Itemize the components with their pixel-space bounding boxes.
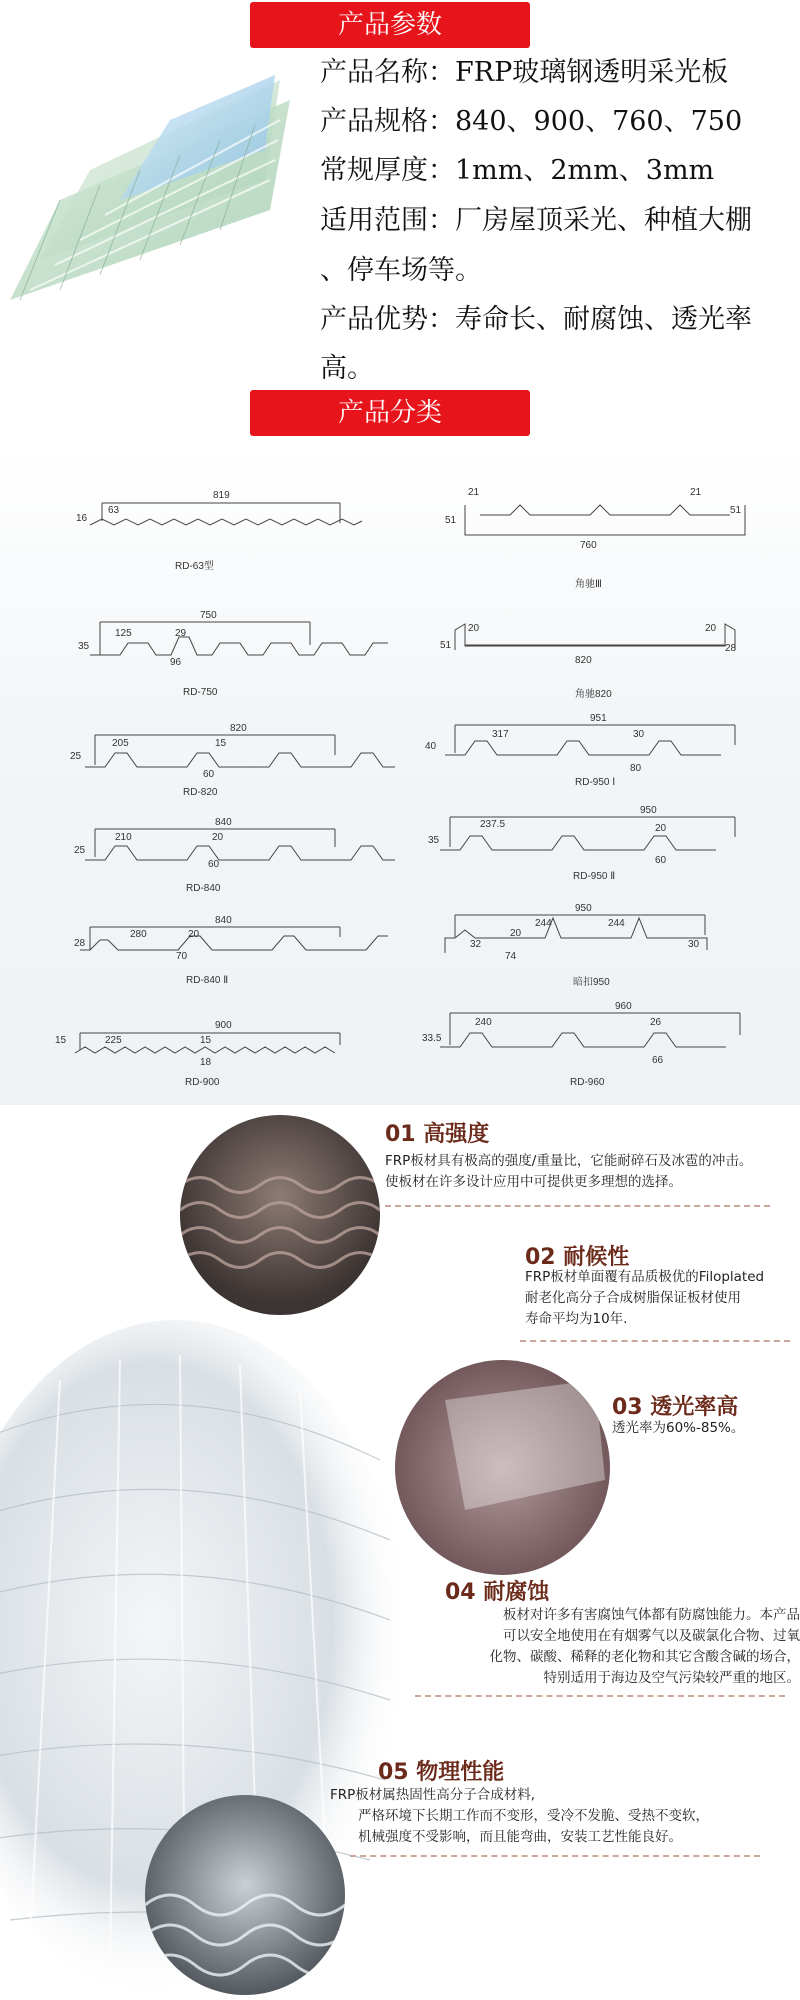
dim-label: 28: [74, 938, 86, 949]
dim-label: 20: [468, 623, 480, 634]
dim-label: 60: [208, 859, 220, 870]
feature-text: 透光率为60%-85%。: [612, 1420, 745, 1436]
divider: [520, 1340, 790, 1342]
dim-label: 30: [688, 939, 700, 950]
category-banner: 产品分类: [250, 390, 530, 436]
dim-label: 20: [212, 832, 224, 843]
feature-text: FRP板材属热固性高分子合成材料, 严格环境下长期工作而不变形，受冷不发脆、受热不变软， 机械强度不受影响，而且能弯曲，安装工艺性能良好。: [330, 1787, 709, 1845]
dim-label: 20: [188, 929, 200, 940]
dim-label: 20: [705, 623, 717, 634]
dim-label: 244: [535, 918, 552, 929]
divider: [350, 1855, 760, 1857]
spec-advantage-cont: 高。: [320, 353, 374, 384]
profile-name: RD-63型: [175, 561, 214, 572]
dim-label: 21: [468, 487, 480, 498]
dim-label: 840: [215, 915, 232, 926]
dim-label: 840: [215, 817, 232, 828]
dim-label: 26: [650, 1017, 662, 1028]
dim-label: 20: [655, 823, 667, 834]
dim-label: 74: [505, 951, 517, 962]
spec-advantage: 产品优势：寿命长、耐腐蚀、透光率: [320, 304, 752, 335]
dim-label: 51: [440, 640, 452, 651]
physical-image: [145, 1795, 345, 1995]
dim-label: 244: [608, 918, 625, 929]
feature-text: FRP板材单面覆有品质极优的Filoplated 耐老化高分子合成树脂保证板材使用 寿命平均为10年.: [525, 1269, 765, 1327]
dim-label: 25: [74, 845, 86, 856]
dim-label: 960: [615, 1001, 632, 1012]
dim-label: 819: [213, 490, 230, 501]
profile-name: 暗扣950: [573, 977, 610, 988]
dim-label: 750: [200, 610, 217, 621]
dim-label: 240: [475, 1017, 492, 1028]
dim-label: 225: [105, 1035, 122, 1046]
profile-name: 角驰820: [575, 689, 612, 700]
dim-label: 15: [55, 1035, 67, 1046]
dim-label: 760: [580, 540, 597, 551]
dim-label: 35: [78, 641, 90, 652]
dim-label: 66: [652, 1055, 664, 1066]
dim-label: 15: [215, 738, 227, 749]
dim-label: 96: [170, 657, 182, 668]
dim-label: 29: [175, 628, 187, 639]
dim-label: 900: [215, 1020, 232, 1031]
dim-label: 40: [425, 741, 437, 752]
profile-name: RD-750: [183, 687, 218, 698]
dim-label: 15: [200, 1035, 212, 1046]
dim-label: 950: [575, 903, 592, 914]
profile-name: RD-840 Ⅱ: [186, 975, 229, 986]
dim-label: 280: [130, 929, 147, 940]
feature-title: 03 透光率高: [612, 1395, 739, 1420]
dim-label: 33.5: [422, 1033, 442, 1044]
dim-label: 28: [725, 643, 737, 654]
dim-label: 125: [115, 628, 132, 639]
feature-title: 05 物理性能: [378, 1760, 505, 1785]
spec-usage: 适用范围：厂房屋顶采光、种植大棚: [320, 205, 752, 236]
dim-label: 16: [76, 513, 88, 524]
profile-drawings: [0, 445, 800, 1105]
params-banner: 产品参数: [250, 2, 530, 48]
dim-label: 317: [492, 729, 509, 740]
dim-label: 205: [112, 738, 129, 749]
strength-image: [180, 1115, 380, 1315]
dim-label: 21: [690, 487, 702, 498]
feature-title: 01 高强度: [385, 1122, 490, 1147]
features-section: [0, 1105, 800, 2000]
dim-label: 951: [590, 713, 607, 724]
dim-label: 950: [640, 805, 657, 816]
profile-name: RD-900: [185, 1077, 220, 1088]
dim-label: 60: [203, 769, 215, 780]
dim-label: 210: [115, 832, 132, 843]
profile-svg: [0, 445, 800, 1105]
spec-sizes: 产品规格：840、900、760、750: [320, 106, 743, 137]
dim-label: 32: [470, 939, 482, 950]
spec-name: 产品名称：FRP玻璃钢透明采光板: [320, 57, 729, 88]
divider: [385, 1205, 770, 1207]
dim-label: 18: [200, 1057, 212, 1068]
spec-thickness: 常规厚度：1mm、2mm、3mm: [320, 155, 715, 186]
profile-name: RD-820: [183, 787, 218, 798]
dim-label: 63: [108, 505, 120, 516]
dim-label: 820: [575, 655, 592, 666]
dim-label: 820: [230, 723, 247, 734]
dim-label: 25: [70, 751, 82, 762]
feature-text: FRP板材具有极高的强度/重量比，它能耐碎石及冰雹的冲击。 使板材在许多设计应用中可提供更多理想的选择。: [385, 1153, 753, 1190]
feature-title: 04 耐腐蚀: [445, 1580, 550, 1605]
dim-label: 30: [633, 729, 645, 740]
dim-label: 51: [730, 505, 742, 516]
dim-label: 20: [510, 928, 522, 939]
spec-usage-cont: 、停车场等。: [320, 255, 482, 286]
divider: [415, 1695, 785, 1697]
dim-label: 237.5: [480, 819, 506, 830]
profile-name: RD-950 Ⅱ: [573, 871, 616, 882]
dim-label: 80: [630, 763, 642, 774]
frp-panel-image: [0, 60, 300, 315]
dim-label: 51: [445, 515, 457, 526]
dim-label: 70: [176, 951, 188, 962]
feature-text: 板材对许多有害腐蚀气体都有防腐蚀能力。本产品 可以安全地使用在有烟雾气以及碳氯化合物、过氧 化物、碳酸、稀释的老化物和其它含酸含碱的场合， 特别适用于海边及空气污染较严重的地区。: [489, 1607, 800, 1686]
profile-name: 角驰Ⅲ: [575, 579, 602, 590]
profile-name: RD-840: [186, 883, 221, 894]
profile-name: RD-960: [570, 1077, 605, 1088]
feature-title: 02 耐候性: [525, 1245, 630, 1270]
dim-label: 60: [655, 855, 667, 866]
transmittance-image: [395, 1360, 610, 1575]
dim-label: 35: [428, 835, 440, 846]
profile-name: RD-950 Ⅰ: [575, 777, 616, 788]
